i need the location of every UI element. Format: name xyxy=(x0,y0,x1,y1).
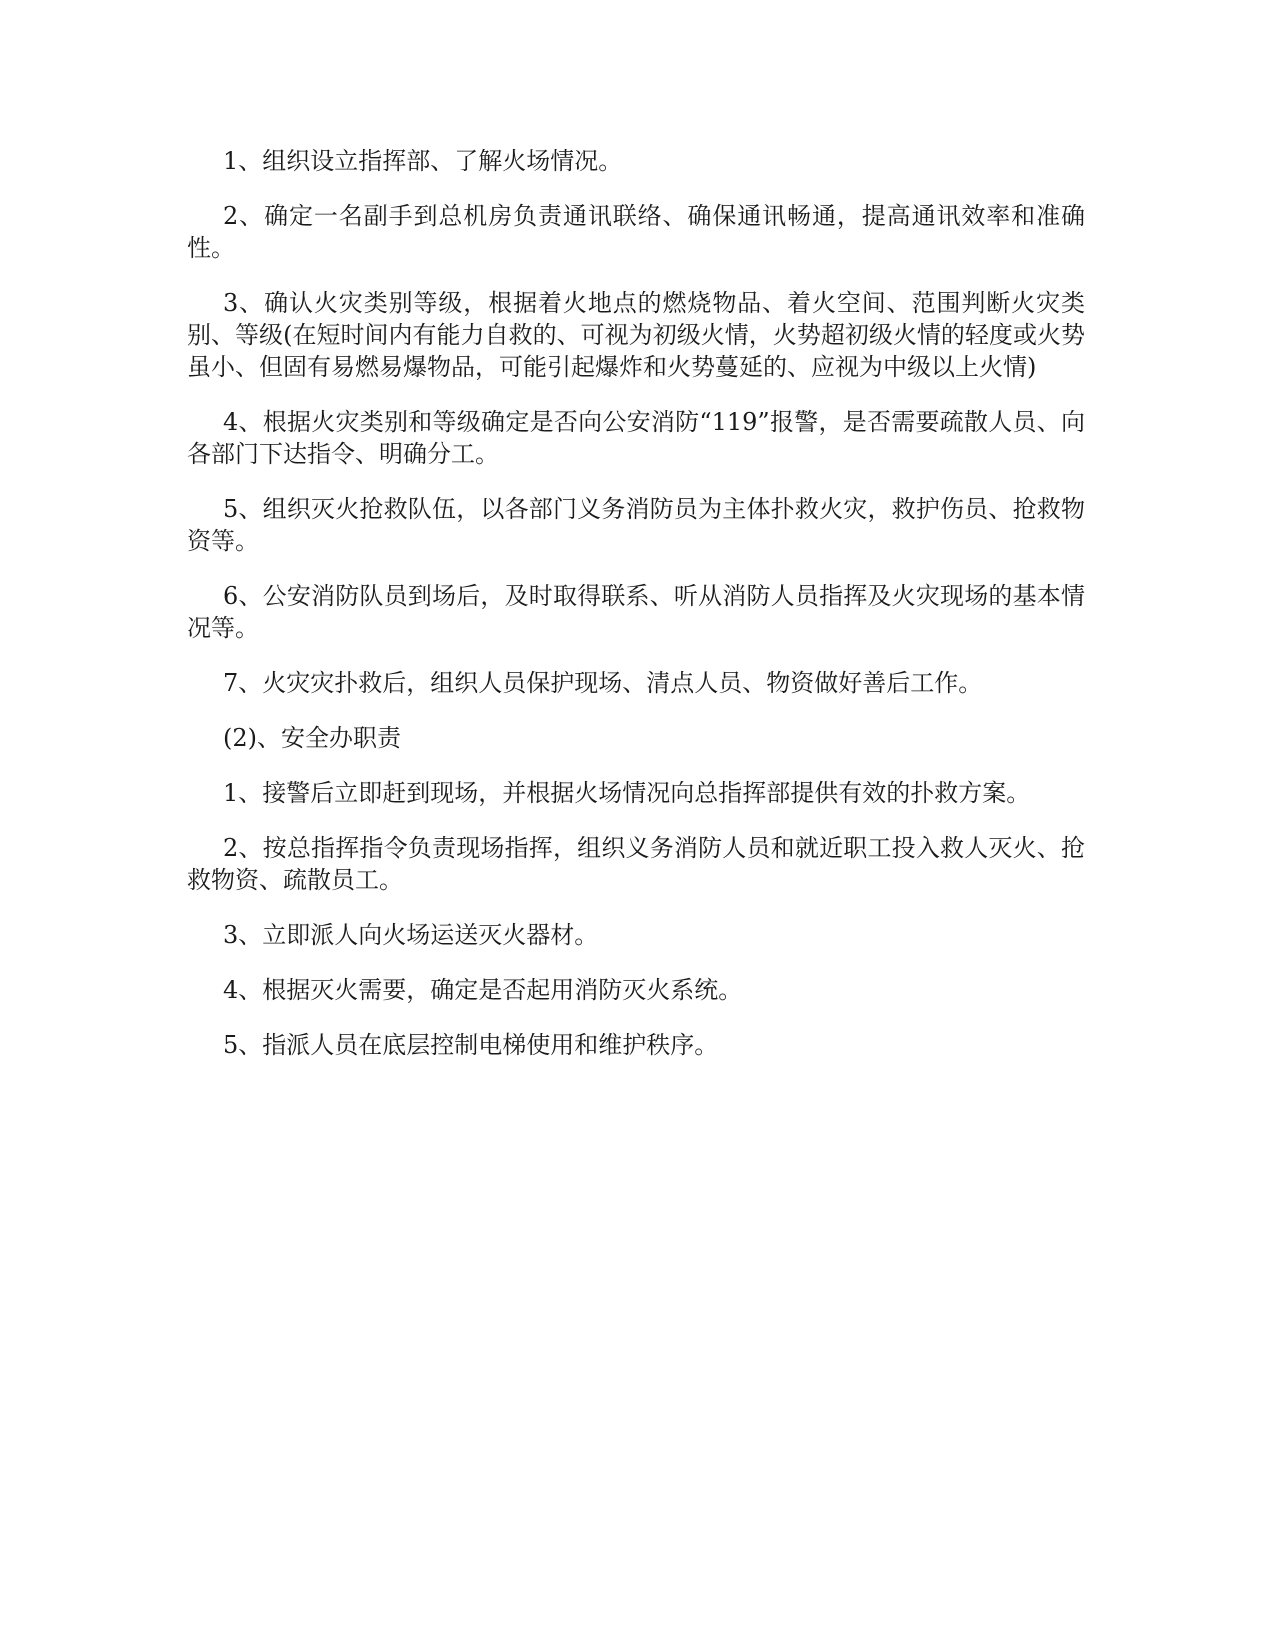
paragraph-5: 5、组织灭火抢救队伍，以各部门义务消防员为主体扑救火灾，救护伤员、抢救物资等。 xyxy=(187,495,1085,555)
paragraph-4: 4、根据火灾类别和等级确定是否向公安消防“119”报警，是否需要疏散人员、向各部门下达指令、明确分工。 xyxy=(187,408,1085,468)
document-page xyxy=(187,145,1085,1084)
paragraph-12: 5、指派人员在底层控制电梯使用和维护秩序。 xyxy=(223,1031,719,1059)
paragraph-3: 3、确认火灾类别等级，根据着火地点的燃烧物品、着火空间、范围判断火灾类别、等级(在短时间内有能力自救的、可视为初级火情，火势超初级火情的轻度或火势虽小、但固有易燃易爆物品，可能引起爆炸和火势蔓延的、应视为中级以上火情) xyxy=(187,289,1085,381)
paragraph-2: 2、确定一名副手到总机房负责通讯联络、确保通讯畅通，提高通讯效率和准确性。 xyxy=(187,202,1085,262)
paragraph-8: 1、接警后立即赶到现场，并根据火场情况向总指挥部提供有效的扑救方案。 xyxy=(223,779,1031,807)
paragraph-9: 2、按总指挥指令负责现场指挥，组织义务消防人员和就近职工投入救人灭火、抢救物资、疏散员工。 xyxy=(187,834,1085,894)
paragraph-1: 1、组织设立指挥部、了解火场情况。 xyxy=(223,147,623,175)
section-heading-safety-office: (2)、安全办职责 xyxy=(223,724,401,752)
paragraph-7: 7、火灾灾扑救后，组织人员保护现场、清点人员、物资做好善后工作。 xyxy=(223,669,983,697)
paragraph-6: 6、公安消防队员到场后，及时取得联系、听从消防人员指挥及火灾现场的基本情况等。 xyxy=(187,582,1085,642)
paragraph-10: 3、立即派人向火场运送灭火器材。 xyxy=(223,921,599,949)
paragraph-11: 4、根据灭火需要，确定是否起用消防灭火系统。 xyxy=(223,976,743,1004)
